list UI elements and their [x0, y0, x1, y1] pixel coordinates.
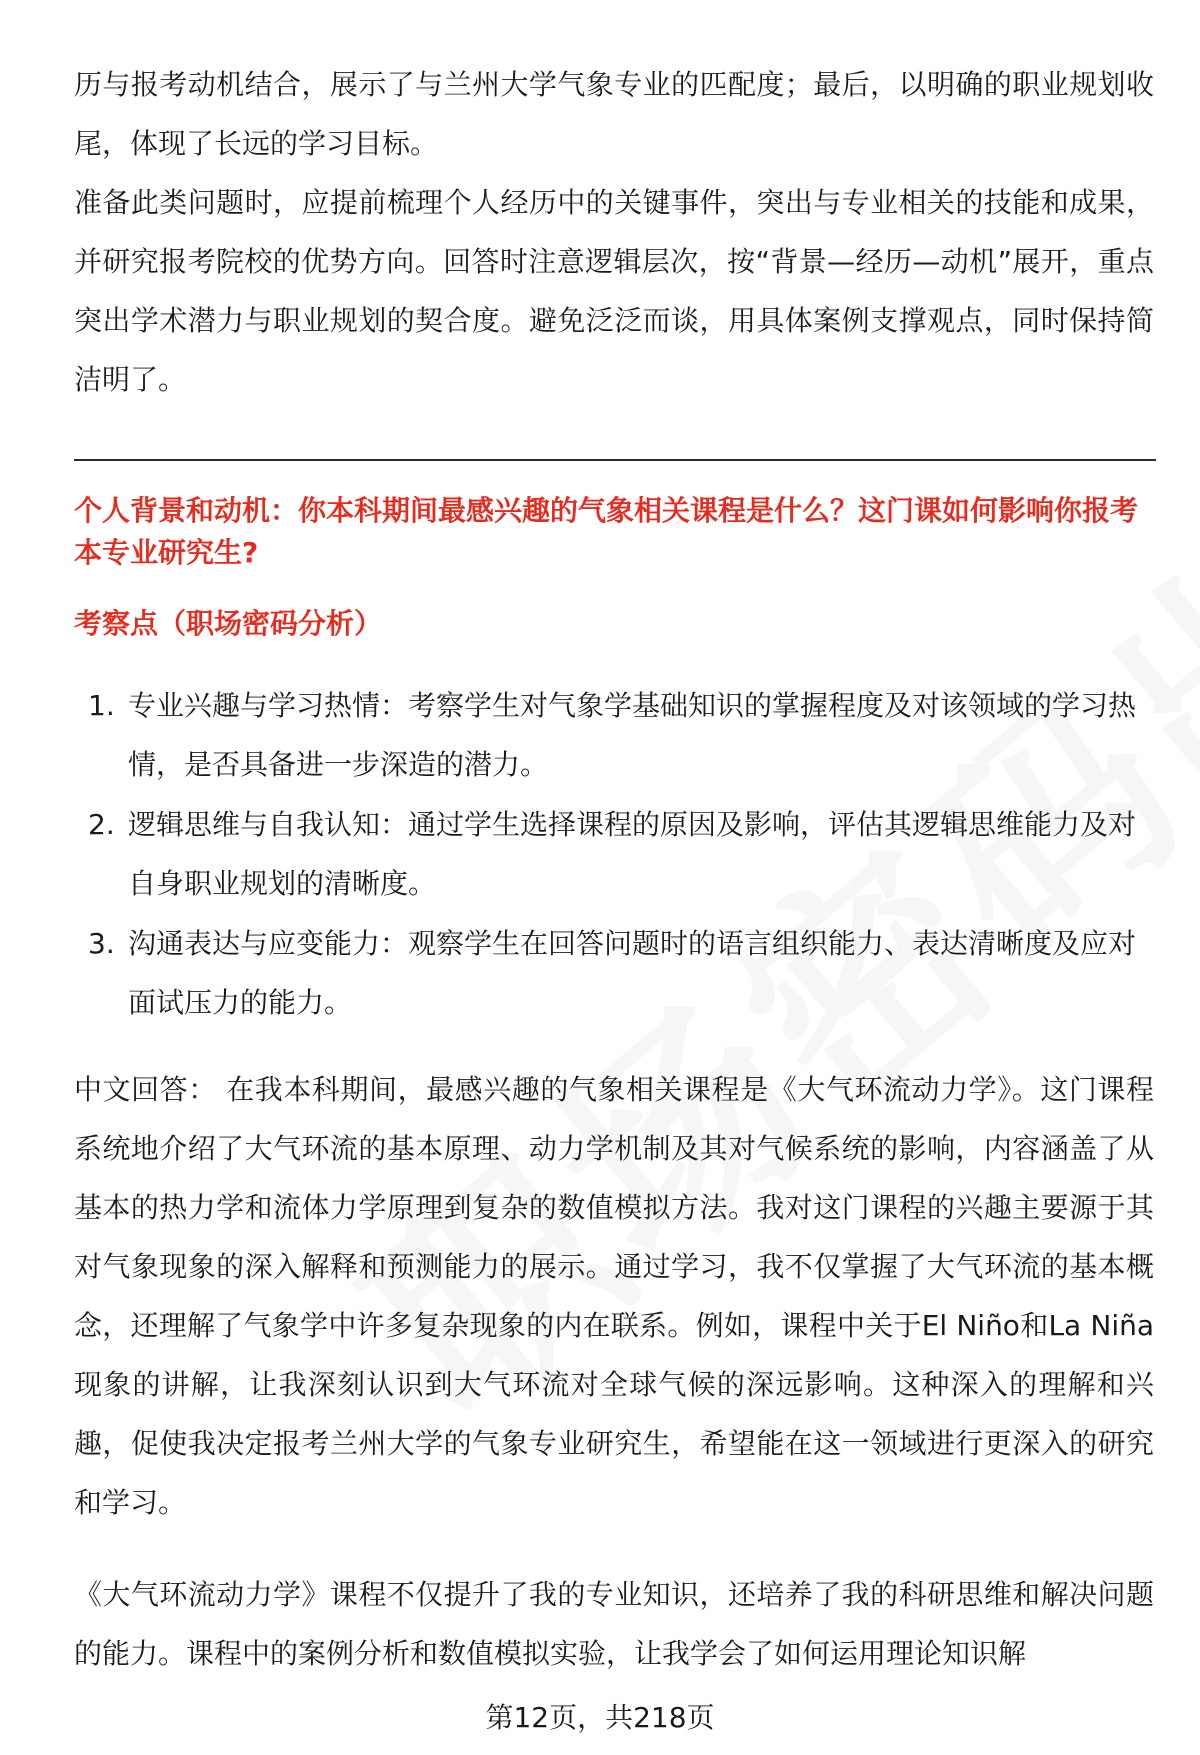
- answer-continuation: [74, 1565, 1154, 1683]
- answer-section: [74, 1060, 1154, 1532]
- intro-paragraph-1: 历与报考动机结合，展示了与兰州大学气象专业的匹配度；最后，以明确的职业规划收尾，体现了长远的学习目标。: [74, 68, 1154, 160]
- list-item: [74, 914, 1154, 1032]
- answer-paragraph-1: 中文回答： 在我本科期间，最感兴趣的气象相关课程是《大气环流动力学》。这门课程系统地介绍了大气环流的基本原理、动力学机制及其对气候系统的影响，内容涵盖了从基本的热力学和流体力学原理到复杂的数值模拟方法。我对这门课程的兴趣主要源于其对气象现象的深入解释和预测能力的展示。通过学习，我不仅掌握了大气环流的基本概念，还理解了气象学中许多复杂现象的内在联系。例如，课程中关于El Niño和La Niña现象的讲解，让我深刻认识到大气环流对全球气候的深远影响。这种深入的理解和兴趣，促使我决定报考兰州大学的气象专业研究生，希望能在这一领域进行更深入的研究和学习。: [74, 1073, 1154, 1519]
- page-number-footer: 第12页，共218页: [485, 1701, 715, 1734]
- intro-paragraph-2: 准备此类问题时，应提前梳理个人经历中的关键事件，突出与专业相关的技能和成果，并研究报考院校的优势方向。回答时注意逻辑层次，按“背景—经历—动机”展开，重点突出学术潜力与职业规划的契合度。避免泛泛而谈，用具体案例支撑观点，同时保持简洁明了。: [74, 186, 1154, 396]
- evaluation-points-list: [74, 676, 1154, 1033]
- list-item-number: 3.: [88, 927, 115, 960]
- list-item-text: 专业兴趣与学习热情：考察学生对气象学基础知识的掌握程度及对该领域的学习热情，是否具备进一步深造的潜力。: [128, 689, 1137, 781]
- list-item-number: 2.: [88, 808, 115, 841]
- list-item: [74, 795, 1154, 913]
- section-divider: [74, 459, 1156, 461]
- list-item-number: 1.: [88, 689, 115, 722]
- list-item-text: 沟通表达与应变能力：观察学生在回答问题时的语言组织能力、表达清晰度及应对面试压力的能力。: [128, 927, 1137, 1019]
- answer-paragraph-2: 《大气环流动力学》课程不仅提升了我的专业知识，还培养了我的科研思维和解决问题的能力。课程中的案例分析和数值模拟实验，让我学会了如何运用理论知识解: [74, 1578, 1154, 1670]
- evaluation-points-title: 考察点（职场密码分析）: [74, 607, 383, 640]
- list-item-text: 逻辑思维与自我认知：通过学生选择课程的原因及影响，评估其逻辑思维能力及对自身职业规划的清晰度。: [128, 808, 1137, 900]
- list-item: [74, 676, 1154, 794]
- question-heading: 个人背景和动机：你本科期间最感兴趣的气象相关课程是什么？这门课如何影响你报考本专业研究生?: [74, 494, 1139, 569]
- intro-section: [74, 55, 1154, 409]
